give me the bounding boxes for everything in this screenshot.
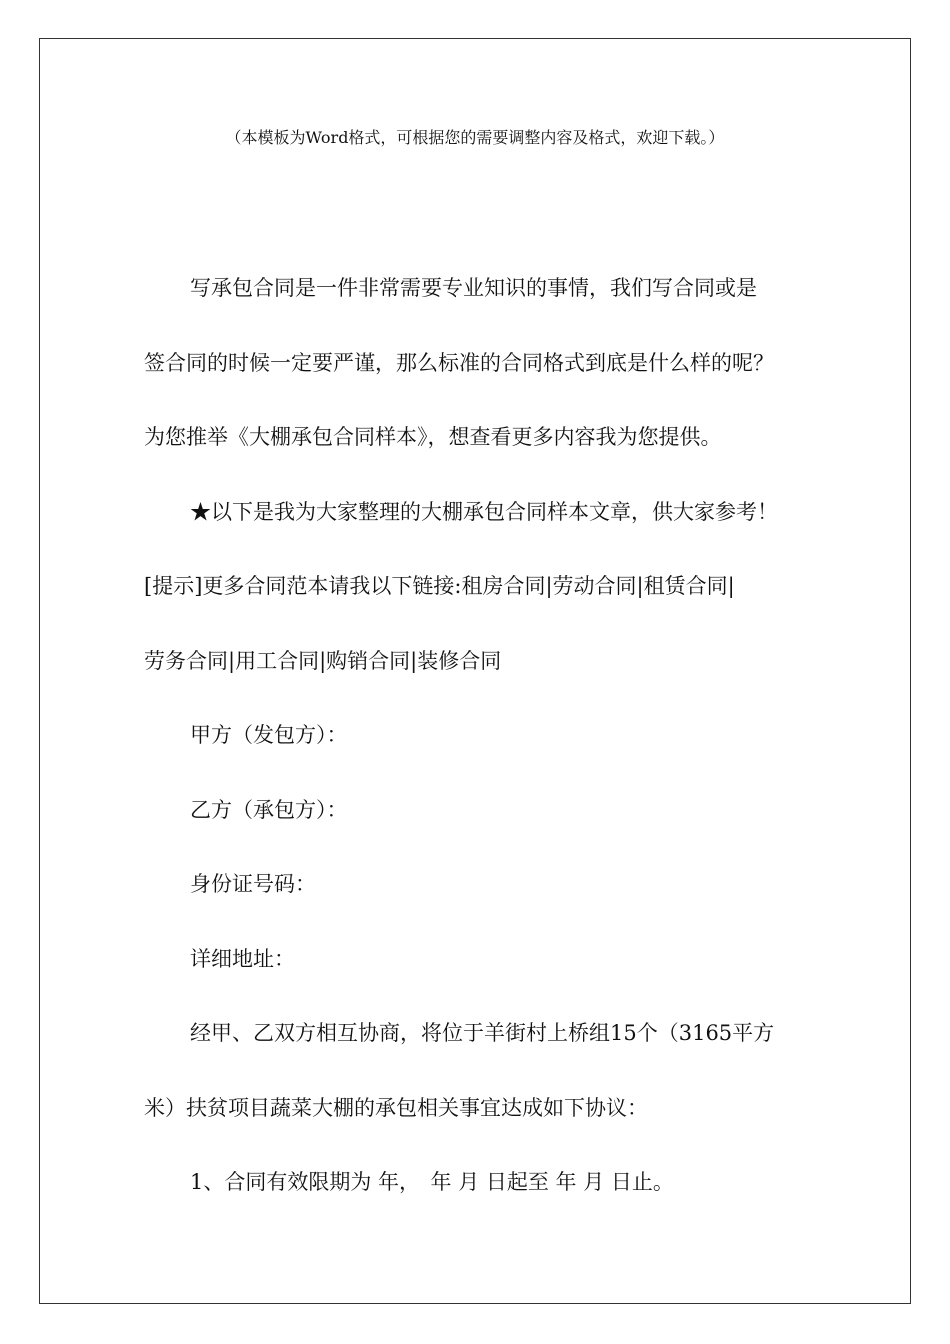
paragraph-line: 签合同的时候一定要严谨，那么标准的合同格式到底是什么样的呢？ — [144, 350, 774, 375]
paragraph-line: 写承包合同是一件非常需要专业知识的事情，我们写合同或是 — [190, 276, 757, 300]
document-body — [144, 270, 824, 1239]
tip-links-line: [提示]更多合同范本请我以下链接:租房合同|劳动合同|租赁合同| — [144, 574, 735, 598]
template-notice: （本模板为Word格式，可根据您的需要调整内容及格式，欢迎下载。） — [225, 128, 725, 147]
id-number-line: 身份证号码： — [190, 872, 316, 896]
address-line: 详细地址： — [190, 946, 295, 971]
paragraph-line: 经甲、乙双方相互协商，将位于羊街村上桥组15个（3165平方 — [190, 1021, 775, 1045]
party-b-line: 乙方（承包方）： — [190, 797, 348, 822]
paragraph-line: ★以下是我为大家整理的大棚承包合同样本文章，供大家参考！ — [190, 499, 778, 524]
clause-line: 1、合同有效限期为 年， 年 月 日起至 年 月 日止。 — [190, 1170, 674, 1194]
paragraph-line: 米）扶贫项目蔬菜大棚的承包相关事宜达成如下协议： — [144, 1095, 648, 1120]
tip-links-line: 劳务合同|用工合同|购销合同|装修合同 — [144, 648, 502, 673]
paragraph-line: 为您推举《大棚承包合同样本》，想查看更多内容我为您提供。 — [144, 425, 722, 449]
party-a-line: 甲方（发包方）： — [190, 723, 348, 747]
